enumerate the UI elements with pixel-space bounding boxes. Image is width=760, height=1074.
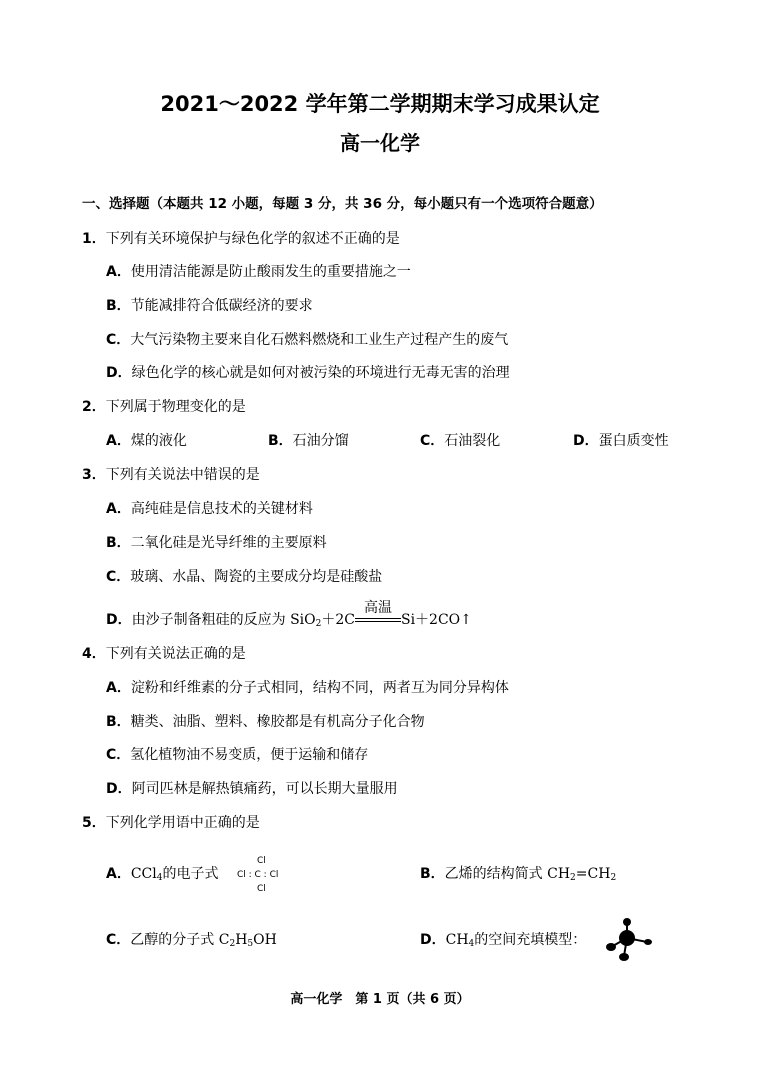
q2-option-a: A．煤的液化 (106, 433, 187, 449)
q3-option-c: C．玻璃、水晶、陶瓷的主要成分均是硅酸盐 (106, 569, 383, 585)
question-stem: 下列属于物理变化的是 (105, 399, 246, 415)
question-number: 4． (82, 646, 106, 662)
q3-option-d: D．由沙子制备粗硅的反应为 SiO$_2$＋2C 高温 Si＋2CO↑ (106, 600, 472, 629)
question-stem: 下列化学用语中正确的是 (105, 815, 260, 831)
question-4 (82, 644, 246, 664)
page-footer: 高一化学 第 1 页（共 6 页） (290, 992, 470, 1007)
question-3 (82, 465, 260, 485)
question-number: 2． (82, 399, 106, 415)
question-stem: 下列有关说法中错误的是 (105, 467, 260, 483)
methane-space-filling-model (600, 915, 656, 965)
q1-option-d: D．绿色化学的核心就是如何对被污染的环境进行无毒无害的治理 (106, 365, 510, 381)
question-stem: 下列有关环境保护与绿色化学的叙述不正确的是 (105, 231, 400, 247)
q2-option-d: D．蛋白质变性 (573, 433, 669, 449)
q5-option-b: B．乙烯的结构简式 $CH_2=CH_2$ (420, 866, 617, 883)
section-heading: 一、选择题（本题共 12 小题，每题 3 分，共 36 分，每小题只有一个选项符合题意） (82, 196, 603, 212)
q2-option-b: B．石油分馏 (268, 433, 349, 449)
exam-title: 2021～2022 学年第二学期期末学习成果认定 (160, 92, 600, 116)
q1-option-a: A．使用清洁能源是防止酸雨发生的重要措施之一 (106, 264, 411, 280)
exam-subtitle: 高一化学 (340, 131, 420, 155)
q4-option-c: C．氢化植物油不易变质，便于运输和储存 (106, 747, 369, 763)
question-number: 1． (82, 231, 106, 247)
q5-option-c: C．乙醇的分子式 $C_2H_5OH$ (106, 932, 277, 949)
q5-option-a: A．CCl$_4$的电子式 (106, 866, 219, 883)
reaction-condition: 高温 (355, 610, 401, 630)
q3-option-b: B．二氧化硅是光导纤维的主要原料 (106, 535, 327, 551)
question-stem: 下列有关说法正确的是 (105, 646, 246, 662)
q5-option-d: D．$CH_4$的空间充填模型： (420, 932, 587, 949)
question-number: 5． (82, 815, 106, 831)
question-number: 3． (82, 467, 106, 483)
q4-option-a: A．淀粉和纤维素的分子式相同，结构不同，两者互为同分异构体 (106, 680, 509, 696)
q1-option-b: B．节能减排符合低碳经济的要求 (106, 298, 313, 314)
q4-option-d: D．阿司匹林是解热镇痛药，可以长期大量服用 (106, 781, 398, 797)
question-1 (82, 229, 400, 249)
q2-option-c: C．石油裂化 (420, 433, 501, 449)
q1-option-c: C．大气污染物主要来自化石燃料燃烧和工业生产过程产生的废气 (106, 332, 509, 348)
question-2 (82, 397, 246, 417)
q3-option-a: A．高纯硅是信息技术的关键材料 (106, 501, 313, 517)
q4-option-b: B．糖类、油脂、塑料、橡胶都是有机高分子化合物 (106, 714, 425, 730)
exam-page: 2021～2022 学年第二学期期末学习成果认定 高一化学 一、选择题（本题共 12 小题，每题 3 分，共 36 分，每小题只有一个选项符合题意） 1．下列有关环境保护与绿色化学的叙述不正确的是 A．使用清洁能源是防止酸雨发生的重要措施之一 B．节能减排符合低碳经济的要求 C．大气污染物主要来自化石燃料燃烧和工业生产过程产生的废气 D．绿色化学的核心就是如何对被污染的环境进行无毒无害的治理 2．下列属于物理变化的是 A．煤的液化 B．石油分馏 C．石油裂化 D．蛋白质变性 3．下列有关说法中错误的是 A．高纯硅是信息技术的关键材料 B．二氧化硅是光导纤维的主要原料 C．玻璃、水晶、陶瓷的主要成分均是硅酸盐 D．由沙子制备粗硅的反应为 SiO$_2$＋2C 高温 Si＋2CO↑ 4．下列有关说法正确的是 A．淀粉和纤维素的分子式相同，结构不同，两者互为同分异构体 B．糖类、油脂、塑料、橡胶都是有机高分子化合物 C．氢化植物油不易变质，便于运输和储存 D．阿司匹林是解热镇痛药，可以长期大量服用 5．下列化学用语中正确的是 A．CCl$_4$的电子式 Cl Cl : C : Cl Cl B．乙烯的结构简式 $CH_2=CH_2$ C．乙醇的分子式 $C_2H_5OH$ D．$CH_4$的空间充填模型： 高一化学 第 1 页（共 6 页） (0, 0, 760, 1074)
question-5 (82, 813, 260, 833)
